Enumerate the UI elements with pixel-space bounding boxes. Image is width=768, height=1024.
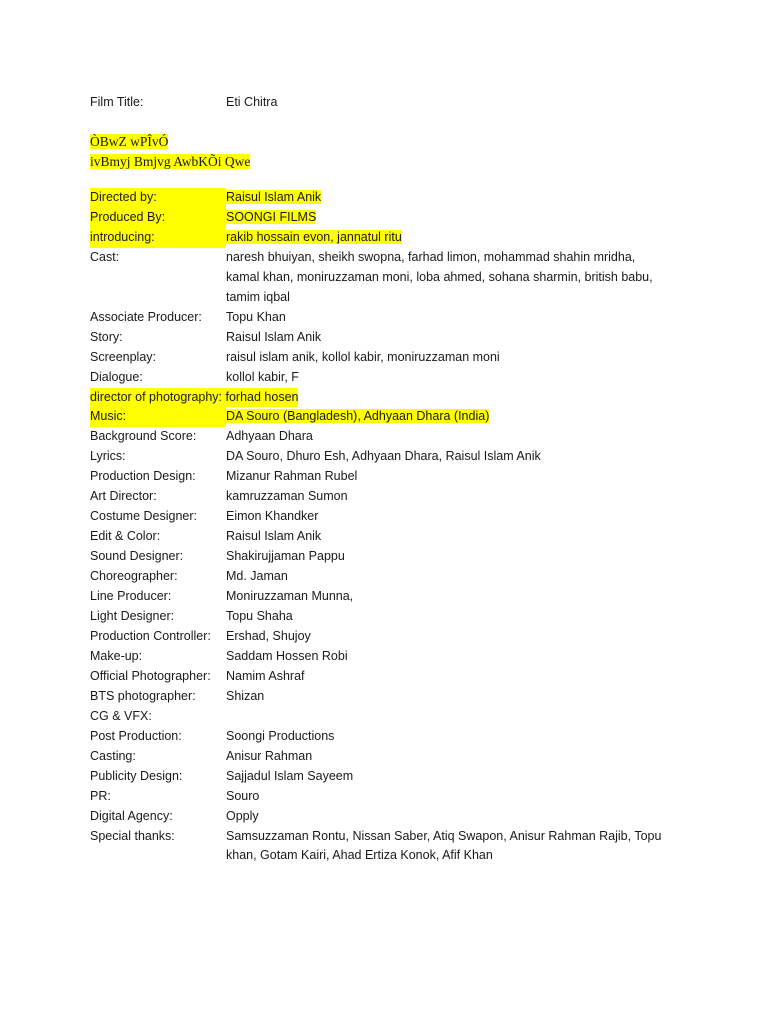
credit-row — [90, 507, 690, 527]
bangla-title-text: ÒBwZ wPÎvÓ — [90, 134, 169, 149]
credit-label-text: Produced By: — [90, 209, 166, 224]
credit-row — [90, 228, 690, 248]
credit-label-text: Line Producer: — [90, 589, 172, 604]
credit-label-text: Directed by: — [90, 190, 157, 204]
credit-label-text: Production Controller: — [90, 628, 211, 643]
credit-value-text: naresh bhuiyan, sheikh swopna, farhad limon, mohammad shahin mridha, kamal khan, moniruzzaman moni, loba ahmed, sohana sharmin, british babu, tamim iqbal — [226, 249, 653, 304]
credit-row — [90, 447, 690, 467]
credit-row — [90, 687, 690, 707]
credit-row — [90, 188, 690, 208]
credit-row — [90, 388, 690, 408]
credit-label-text: Make-up: — [90, 648, 143, 663]
credit-label — [90, 208, 226, 228]
credit-value — [226, 807, 666, 827]
credit-label — [90, 547, 226, 567]
credit-label — [90, 767, 226, 787]
credit-row — [90, 667, 690, 687]
credit-value — [226, 228, 666, 248]
credit-label — [90, 807, 226, 827]
credit-label-text: Light Designer: — [90, 609, 175, 624]
credit-label — [90, 647, 226, 667]
credit-value-text: Namim Ashraf — [226, 668, 305, 683]
credit-value — [226, 188, 666, 208]
credit-value-text: Md. Jaman — [226, 569, 288, 584]
credit-value-text: raisul islam anik, kollol kabir, moniruzzaman moni — [226, 349, 500, 364]
credit-label-text: PR: — [90, 788, 111, 803]
credit-label — [90, 627, 226, 647]
credit-row — [90, 368, 690, 388]
credit-row — [90, 328, 690, 348]
credit-row — [90, 647, 690, 667]
credit-value-text: Anisur Rahman — [226, 748, 313, 763]
credit-value-text: Raisul Islam Anik — [226, 329, 322, 344]
credit-label — [90, 587, 226, 607]
credit-value-text: Soongi Productions — [226, 728, 335, 743]
credit-label — [90, 348, 226, 368]
credits-list — [90, 188, 690, 866]
credit-row — [90, 348, 690, 368]
credit-value — [226, 607, 666, 627]
bangla-subtitle-line — [90, 152, 250, 172]
credit-value-text: Mizanur Rahman Rubel — [226, 469, 358, 484]
credit-label-text: Publicity Design: — [90, 768, 183, 783]
credit-value — [226, 328, 666, 348]
credit-value — [226, 827, 666, 867]
credit-value-text: Topu Shaha — [226, 609, 293, 624]
credit-value-text: Adhyaan Dhara — [226, 429, 313, 444]
credit-label-text: introducing: — [90, 229, 155, 244]
credit-value — [226, 348, 666, 368]
credit-row — [90, 427, 690, 447]
bangla-title-block — [90, 132, 250, 172]
credit-label — [90, 487, 226, 507]
credit-row — [90, 767, 690, 787]
credit-label — [90, 667, 226, 687]
bangla-title-line — [90, 132, 250, 152]
credit-label-text: Casting: — [90, 748, 136, 763]
credit-value — [226, 407, 666, 427]
credit-value-text: Souro — [226, 788, 260, 803]
credit-label-text: Lyrics: — [90, 449, 126, 464]
credit-label-text: Dialogue: — [90, 369, 143, 384]
credit-label-text: Music: — [90, 409, 127, 424]
bangla-subtitle-text: ivBmyj Bmjvg AwbKÕi Qwe — [90, 154, 251, 169]
credit-label — [90, 687, 226, 707]
credit-label — [90, 308, 226, 328]
credit-value — [226, 647, 666, 667]
credit-label — [90, 188, 226, 208]
credit-label-text: Cast: — [90, 249, 120, 264]
credit-row — [90, 308, 690, 328]
credit-value-text: Raisul Islam Anik — [226, 190, 322, 204]
credit-value-text: Raisul Islam Anik — [226, 529, 322, 544]
credit-label — [90, 707, 226, 727]
credit-value-text: Opply — [226, 808, 259, 823]
credit-row — [90, 487, 690, 507]
credit-row — [90, 607, 690, 627]
credit-label-text: Associate Producer: — [90, 309, 202, 324]
credit-value — [226, 487, 666, 507]
credit-row — [90, 587, 690, 607]
credit-value-text: SOONGI FILMS — [226, 209, 317, 224]
credit-label — [90, 328, 226, 348]
film-title-label: Film Title: — [90, 95, 144, 109]
credit-value-text: Moniruzzaman Munna, — [226, 589, 354, 604]
credit-value-text: Saddam Hossen Robi — [226, 648, 348, 663]
credit-row — [90, 707, 690, 727]
credit-label — [90, 228, 226, 248]
credit-value — [226, 567, 666, 587]
credit-label — [90, 747, 226, 767]
credit-row — [90, 467, 690, 487]
credit-value-text: kamruzzaman Sumon — [226, 489, 348, 504]
credit-label — [90, 527, 226, 547]
credit-row — [90, 248, 690, 308]
credit-label-text: Art Director: — [90, 489, 157, 504]
credit-value — [226, 787, 666, 807]
credit-value — [226, 248, 666, 308]
credit-value — [226, 368, 666, 388]
credit-label-text: Story: — [90, 329, 123, 344]
credit-value — [226, 727, 666, 747]
credit-value-text: Ershad, Shujoy — [226, 628, 311, 643]
credit-value-text: Shakirujjaman Pappu — [226, 549, 345, 564]
credit-merged-text: director of photography: forhad hosen — [90, 388, 298, 408]
credit-row — [90, 547, 690, 567]
credit-label — [90, 787, 226, 807]
film-title-value: Eti Chitra — [226, 95, 278, 109]
credit-row — [90, 208, 690, 228]
credit-label-text: Sound Designer: — [90, 549, 184, 564]
credit-label — [90, 467, 226, 487]
credit-value-text: DA Souro (Bangladesh), Adhyaan Dhara (India) — [226, 409, 490, 424]
credit-value — [226, 627, 666, 647]
credit-row — [90, 787, 690, 807]
credit-value-text: Eimon Khandker — [226, 509, 319, 524]
credit-row — [90, 527, 690, 547]
credit-label — [90, 248, 226, 268]
credit-label — [90, 727, 226, 747]
credit-value-text: Topu Khan — [226, 309, 286, 324]
credit-value — [226, 667, 666, 687]
credit-label — [90, 607, 226, 627]
credit-label — [90, 447, 226, 467]
credit-value — [226, 587, 666, 607]
credit-value — [226, 747, 666, 767]
credit-row — [90, 807, 690, 827]
credit-value — [226, 447, 666, 467]
credit-row — [90, 567, 690, 587]
credit-row — [90, 727, 690, 747]
credit-row — [90, 827, 690, 867]
credit-value-text: rakib hossain evon, jannatul ritu — [226, 229, 402, 244]
credit-label-text: Screenplay: — [90, 349, 157, 364]
credit-label-text: Choreographer: — [90, 569, 178, 584]
credit-value — [226, 527, 666, 547]
credit-row — [90, 407, 690, 427]
credit-label — [90, 368, 226, 388]
film-title-row — [90, 93, 690, 111]
credit-value-text: Samsuzzaman Rontu, Nissan Saber, Atiq Swapon, Anisur Rahman Rajib, Topu khan, Gotam Kairi, Ahad Ertiza Konok, Afif Khan — [226, 828, 662, 863]
credit-value — [226, 687, 666, 707]
credit-label-text: Official Photographer: — [90, 668, 211, 683]
credit-value-text: Shizan — [226, 688, 265, 703]
credit-value-text: kollol kabir, F — [226, 369, 299, 384]
credit-value — [226, 208, 666, 228]
credit-value — [226, 308, 666, 328]
credit-label — [90, 427, 226, 447]
credit-value — [226, 547, 666, 567]
credit-value-text: DA Souro, Dhuro Esh, Adhyaan Dhara, Raisul Islam Anik — [226, 449, 541, 464]
credit-label-text: BTS photographer: — [90, 688, 196, 703]
credit-value — [226, 467, 666, 487]
credit-label-text: Costume Designer: — [90, 509, 197, 524]
credit-value — [226, 427, 666, 447]
credit-label-text: Digital Agency: — [90, 808, 173, 823]
credit-label-text: Background Score: — [90, 429, 197, 444]
credit-label — [90, 407, 226, 427]
credit-row — [90, 627, 690, 647]
credit-value — [226, 767, 666, 787]
credit-label — [90, 507, 226, 527]
credit-label-text: Post Production: — [90, 728, 182, 743]
credit-label — [90, 827, 226, 847]
credit-label-text: Edit & Color: — [90, 529, 161, 544]
credit-row — [90, 747, 690, 767]
credit-label — [90, 567, 226, 587]
credit-label-text: Special thanks: — [90, 828, 175, 843]
credit-value — [226, 507, 666, 527]
credit-label-text: Production Design: — [90, 469, 196, 484]
credit-label-text: CG & VFX: — [90, 708, 152, 723]
credit-value-text: Sajjadul Islam Sayeem — [226, 768, 354, 783]
